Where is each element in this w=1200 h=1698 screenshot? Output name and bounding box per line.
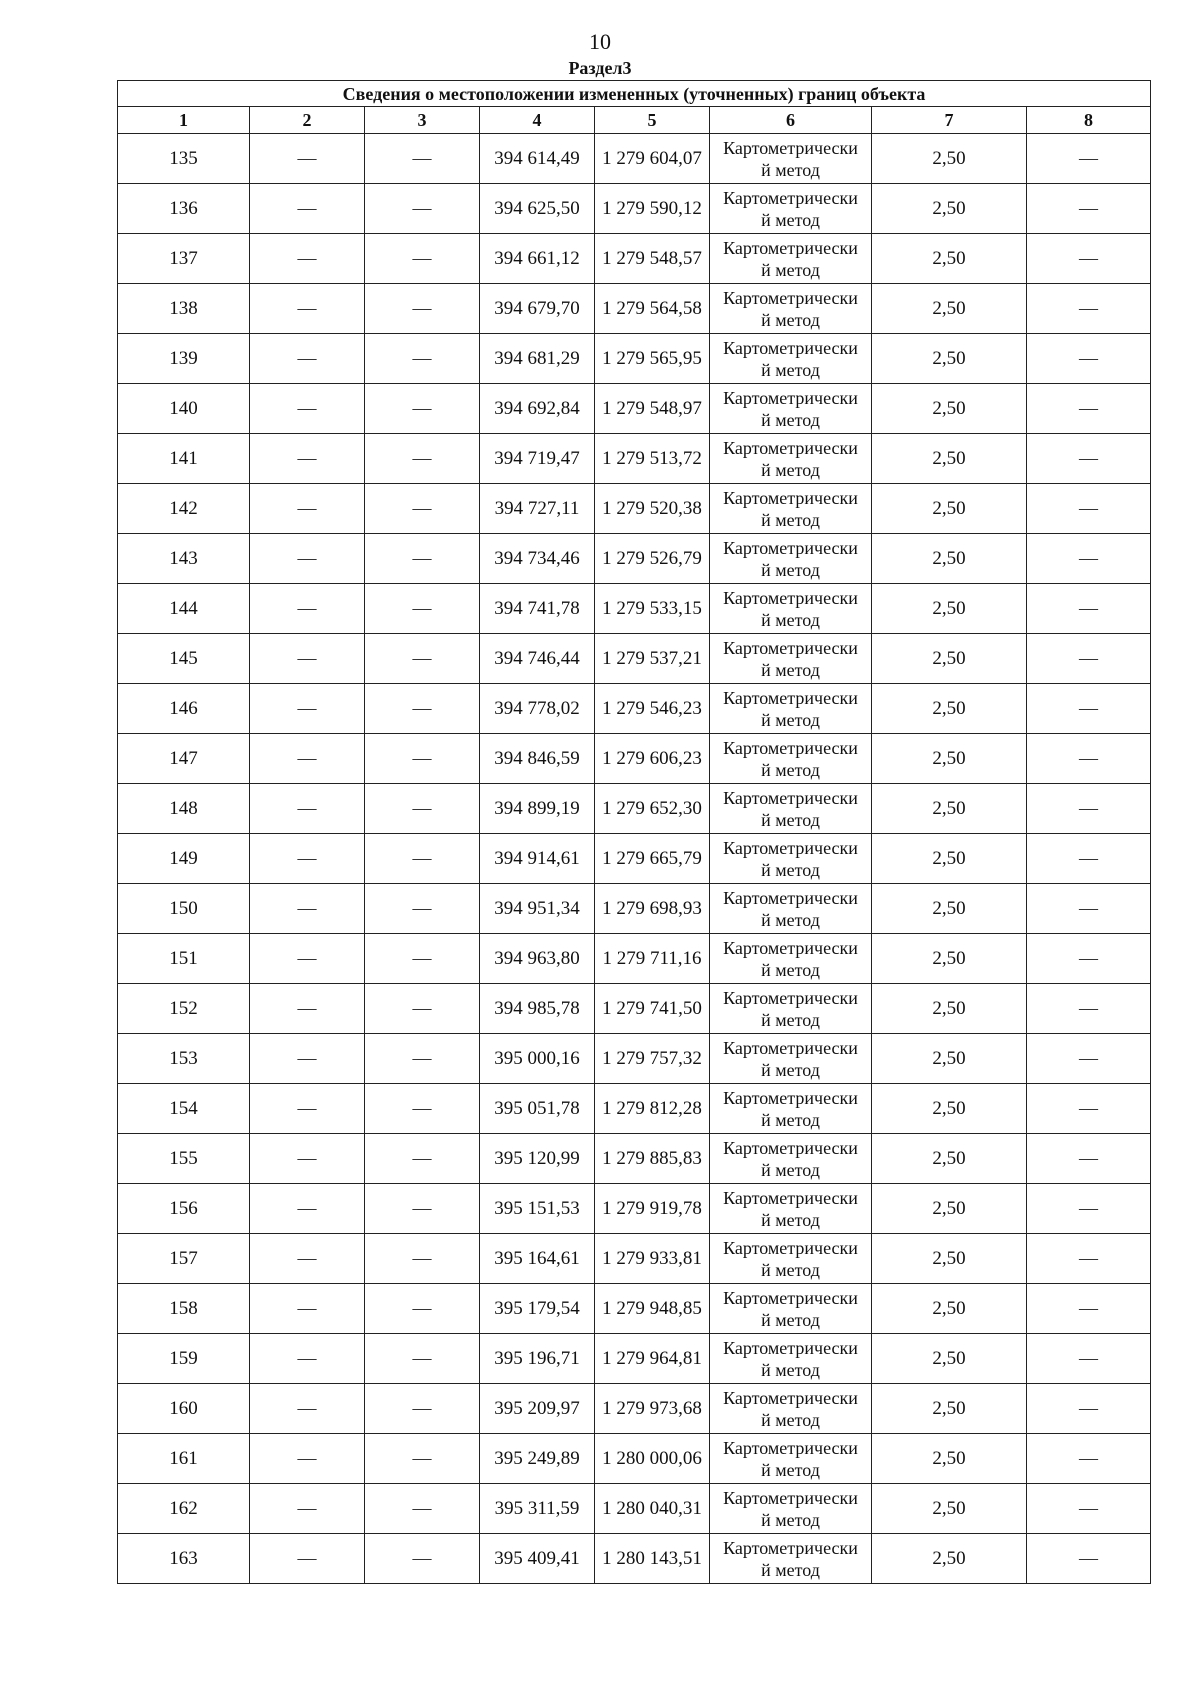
x-coordinate-cell: 395 120,99 — [480, 1134, 595, 1184]
col8-cell: — — [1027, 384, 1151, 434]
col3-cell: — — [365, 1334, 480, 1384]
col2-cell: — — [250, 984, 365, 1034]
table-row — [118, 1134, 1151, 1184]
x-coordinate-cell: 394 681,29 — [480, 334, 595, 384]
table-row — [118, 1034, 1151, 1084]
point-number-cell: 150 — [118, 884, 250, 934]
point-number-cell: 157 — [118, 1234, 250, 1284]
table-row — [118, 534, 1151, 584]
col2-cell: — — [250, 1534, 365, 1584]
method-cell: Картометрически й метод — [710, 1184, 872, 1234]
col2-cell: — — [250, 1034, 365, 1084]
x-coordinate-cell: 394 899,19 — [480, 784, 595, 834]
col2-cell: — — [250, 684, 365, 734]
point-number-cell: 161 — [118, 1434, 250, 1484]
col2-cell: — — [250, 284, 365, 334]
accuracy-cell: 2,50 — [872, 334, 1027, 384]
col3-cell: — — [365, 384, 480, 434]
column-header: 3 — [365, 107, 480, 134]
method-cell: Картометрически й метод — [710, 1484, 872, 1534]
y-coordinate-cell: 1 279 933,81 — [595, 1234, 710, 1284]
col8-cell: — — [1027, 184, 1151, 234]
y-coordinate-cell: 1 279 812,28 — [595, 1084, 710, 1134]
col2-cell: — — [250, 634, 365, 684]
x-coordinate-cell: 394 661,12 — [480, 234, 595, 284]
accuracy-cell: 2,50 — [872, 1434, 1027, 1484]
col8-cell: — — [1027, 284, 1151, 334]
table-body — [118, 134, 1151, 1584]
col8-cell: — — [1027, 1234, 1151, 1284]
accuracy-cell: 2,50 — [872, 1484, 1027, 1534]
col8-cell: — — [1027, 1034, 1151, 1084]
table-row — [118, 1434, 1151, 1484]
method-cell: Картометрически й метод — [710, 484, 872, 534]
point-number-cell: 154 — [118, 1084, 250, 1134]
table-row — [118, 634, 1151, 684]
col8-cell: — — [1027, 334, 1151, 384]
section-title: Раздел3 — [568, 58, 632, 78]
y-coordinate-cell: 1 279 513,72 — [595, 434, 710, 484]
method-cell: Картометрически й метод — [710, 934, 872, 984]
col8-cell: — — [1027, 834, 1151, 884]
point-number-cell: 136 — [118, 184, 250, 234]
accuracy-cell: 2,50 — [872, 134, 1027, 184]
y-coordinate-cell: 1 279 533,15 — [595, 584, 710, 634]
point-number-cell: 152 — [118, 984, 250, 1034]
col3-cell: — — [365, 1434, 480, 1484]
point-number-cell: 135 — [118, 134, 250, 184]
table-row — [118, 434, 1151, 484]
col3-cell: — — [365, 634, 480, 684]
col8-cell: — — [1027, 1534, 1151, 1584]
table-row — [118, 184, 1151, 234]
col2-cell: — — [250, 1184, 365, 1234]
accuracy-cell: 2,50 — [872, 1384, 1027, 1434]
col2-cell: — — [250, 434, 365, 484]
y-coordinate-cell: 1 279 698,93 — [595, 884, 710, 934]
y-coordinate-cell: 1 279 652,30 — [595, 784, 710, 834]
y-coordinate-cell: 1 279 741,50 — [595, 984, 710, 1034]
method-cell: Картометрически й метод — [710, 384, 872, 434]
point-number-cell: 142 — [118, 484, 250, 534]
y-coordinate-cell: 1 279 606,23 — [595, 734, 710, 784]
y-coordinate-cell: 1 279 919,78 — [595, 1184, 710, 1234]
column-header: 8 — [1027, 107, 1151, 134]
col8-cell: — — [1027, 534, 1151, 584]
col8-cell: — — [1027, 1334, 1151, 1384]
method-cell: Картометрически й метод — [710, 734, 872, 784]
col3-cell: — — [365, 834, 480, 884]
method-cell: Картометрически й метод — [710, 584, 872, 634]
col3-cell: — — [365, 134, 480, 184]
x-coordinate-cell: 394 625,50 — [480, 184, 595, 234]
x-coordinate-cell: 395 164,61 — [480, 1234, 595, 1284]
col3-cell: — — [365, 334, 480, 384]
col8-cell: — — [1027, 984, 1151, 1034]
col8-cell: — — [1027, 734, 1151, 784]
point-number-cell: 148 — [118, 784, 250, 834]
col3-cell: — — [365, 1384, 480, 1434]
col2-cell: — — [250, 784, 365, 834]
col2-cell: — — [250, 134, 365, 184]
table-row — [118, 884, 1151, 934]
point-number-cell: 146 — [118, 684, 250, 734]
method-cell: Картометрически й метод — [710, 834, 872, 884]
col3-cell: — — [365, 1084, 480, 1134]
accuracy-cell: 2,50 — [872, 684, 1027, 734]
y-coordinate-cell: 1 279 885,83 — [595, 1134, 710, 1184]
col3-cell: — — [365, 884, 480, 934]
column-header: 1 — [118, 107, 250, 134]
table-row — [118, 1084, 1151, 1134]
table-row — [118, 934, 1151, 984]
table-row — [118, 284, 1151, 334]
accuracy-cell: 2,50 — [872, 934, 1027, 984]
col2-cell: — — [250, 1084, 365, 1134]
point-number-cell: 162 — [118, 1484, 250, 1534]
x-coordinate-cell: 395 209,97 — [480, 1384, 595, 1434]
method-cell: Картометрически й метод — [710, 434, 872, 484]
col3-cell: — — [365, 434, 480, 484]
point-number-cell: 149 — [118, 834, 250, 884]
method-cell: Картометрически й метод — [710, 984, 872, 1034]
point-number-cell: 143 — [118, 534, 250, 584]
x-coordinate-cell: 394 719,47 — [480, 434, 595, 484]
column-header: 6 — [710, 107, 872, 134]
accuracy-cell: 2,50 — [872, 1334, 1027, 1384]
point-number-cell: 159 — [118, 1334, 250, 1384]
col8-cell: — — [1027, 484, 1151, 534]
column-header: 2 — [250, 107, 365, 134]
col8-cell: — — [1027, 1084, 1151, 1134]
accuracy-cell: 2,50 — [872, 1134, 1027, 1184]
col3-cell: — — [365, 1134, 480, 1184]
table-row — [118, 484, 1151, 534]
col3-cell: — — [365, 784, 480, 834]
accuracy-cell: 2,50 — [872, 1534, 1027, 1584]
col3-cell: — — [365, 1484, 480, 1534]
accuracy-cell: 2,50 — [872, 834, 1027, 884]
point-number-cell: 156 — [118, 1184, 250, 1234]
col3-cell: — — [365, 1034, 480, 1084]
col8-cell: — — [1027, 234, 1151, 284]
table-row — [118, 734, 1151, 784]
point-number-cell: 147 — [118, 734, 250, 784]
x-coordinate-cell: 394 741,78 — [480, 584, 595, 634]
table-row — [118, 1234, 1151, 1284]
accuracy-cell: 2,50 — [872, 384, 1027, 434]
point-number-cell: 145 — [118, 634, 250, 684]
x-coordinate-cell: 394 951,34 — [480, 884, 595, 934]
method-cell: Картометрически й метод — [710, 634, 872, 684]
table-row — [118, 834, 1151, 884]
col2-cell: — — [250, 1434, 365, 1484]
col8-cell: — — [1027, 1284, 1151, 1334]
col2-cell: — — [250, 1134, 365, 1184]
x-coordinate-cell: 394 846,59 — [480, 734, 595, 784]
col2-cell: — — [250, 1384, 365, 1434]
point-number-cell: 138 — [118, 284, 250, 334]
accuracy-cell: 2,50 — [872, 1234, 1027, 1284]
table-row — [118, 1334, 1151, 1384]
col3-cell: — — [365, 1534, 480, 1584]
col8-cell: — — [1027, 684, 1151, 734]
y-coordinate-cell: 1 279 665,79 — [595, 834, 710, 884]
y-coordinate-cell: 1 279 711,16 — [595, 934, 710, 984]
column-header: 7 — [872, 107, 1027, 134]
y-coordinate-cell: 1 280 040,31 — [595, 1484, 710, 1534]
col2-cell: — — [250, 884, 365, 934]
col8-cell: — — [1027, 1384, 1151, 1434]
method-cell: Картометрически й метод — [710, 134, 872, 184]
col3-cell: — — [365, 1184, 480, 1234]
y-coordinate-cell: 1 279 537,21 — [595, 634, 710, 684]
point-number-cell: 158 — [118, 1284, 250, 1334]
col2-cell: — — [250, 484, 365, 534]
y-coordinate-cell: 1 279 520,38 — [595, 484, 710, 534]
y-coordinate-cell: 1 279 590,12 — [595, 184, 710, 234]
y-coordinate-cell: 1 279 565,95 — [595, 334, 710, 384]
accuracy-cell: 2,50 — [872, 534, 1027, 584]
accuracy-cell: 2,50 — [872, 584, 1027, 634]
col2-cell: — — [250, 1284, 365, 1334]
column-header: 5 — [595, 107, 710, 134]
col3-cell: — — [365, 984, 480, 1034]
x-coordinate-cell: 394 985,78 — [480, 984, 595, 1034]
method-cell: Картометрически й метод — [710, 334, 872, 384]
y-coordinate-cell: 1 279 757,32 — [595, 1034, 710, 1084]
y-coordinate-cell: 1 279 964,81 — [595, 1334, 710, 1384]
accuracy-cell: 2,50 — [872, 1184, 1027, 1234]
col3-cell: — — [365, 1234, 480, 1284]
col2-cell: — — [250, 534, 365, 584]
method-cell: Картометрически й метод — [710, 1384, 872, 1434]
method-cell: Картометрически й метод — [710, 884, 872, 934]
method-cell: Картометрически й метод — [710, 1134, 872, 1184]
x-coordinate-cell: 395 179,54 — [480, 1284, 595, 1334]
col8-cell: — — [1027, 134, 1151, 184]
table-row — [118, 134, 1151, 184]
column-header: 4 — [480, 107, 595, 134]
col2-cell: — — [250, 1334, 365, 1384]
col2-cell: — — [250, 934, 365, 984]
y-coordinate-cell: 1 280 143,51 — [595, 1534, 710, 1584]
col8-cell: — — [1027, 1184, 1151, 1234]
col2-cell: — — [250, 584, 365, 634]
point-number-cell: 153 — [118, 1034, 250, 1084]
accuracy-cell: 2,50 — [872, 1034, 1027, 1084]
point-number-cell: 160 — [118, 1384, 250, 1434]
y-coordinate-cell: 1 279 564,58 — [595, 284, 710, 334]
col8-cell: — — [1027, 1134, 1151, 1184]
col3-cell: — — [365, 284, 480, 334]
method-cell: Картометрически й метод — [710, 234, 872, 284]
table-row — [118, 1534, 1151, 1584]
x-coordinate-cell: 395 196,71 — [480, 1334, 595, 1384]
col2-cell: — — [250, 834, 365, 884]
method-cell: Картометрически й метод — [710, 184, 872, 234]
method-cell: Картометрически й метод — [710, 1284, 872, 1334]
table-row — [118, 684, 1151, 734]
x-coordinate-cell: 394 614,49 — [480, 134, 595, 184]
col8-cell: — — [1027, 1484, 1151, 1534]
boundary-table — [117, 80, 1151, 1584]
accuracy-cell: 2,50 — [872, 734, 1027, 784]
col3-cell: — — [365, 1284, 480, 1334]
x-coordinate-cell: 395 249,89 — [480, 1434, 595, 1484]
table-row — [118, 1284, 1151, 1334]
y-coordinate-cell: 1 279 548,97 — [595, 384, 710, 434]
col8-cell: — — [1027, 1434, 1151, 1484]
column-header-row — [118, 107, 1151, 134]
col8-cell: — — [1027, 884, 1151, 934]
x-coordinate-cell: 394 679,70 — [480, 284, 595, 334]
table-row — [118, 1184, 1151, 1234]
table-row — [118, 384, 1151, 434]
x-coordinate-cell: 394 778,02 — [480, 684, 595, 734]
y-coordinate-cell: 1 279 548,57 — [595, 234, 710, 284]
point-number-cell: 141 — [118, 434, 250, 484]
col8-cell: — — [1027, 784, 1151, 834]
x-coordinate-cell: 394 692,84 — [480, 384, 595, 434]
method-cell: Картометрически й метод — [710, 284, 872, 334]
y-coordinate-cell: 1 279 546,23 — [595, 684, 710, 734]
col2-cell: — — [250, 334, 365, 384]
method-cell: Картометрически й метод — [710, 784, 872, 834]
table-title-row — [118, 81, 1151, 107]
accuracy-cell: 2,50 — [872, 634, 1027, 684]
point-number-cell: 155 — [118, 1134, 250, 1184]
col8-cell: — — [1027, 634, 1151, 684]
page-number: 10 — [589, 29, 611, 54]
method-cell: Картометрически й метод — [710, 1034, 872, 1084]
point-number-cell: 139 — [118, 334, 250, 384]
accuracy-cell: 2,50 — [872, 784, 1027, 834]
x-coordinate-cell: 394 727,11 — [480, 484, 595, 534]
col2-cell: — — [250, 1484, 365, 1534]
accuracy-cell: 2,50 — [872, 984, 1027, 1034]
table-row — [118, 334, 1151, 384]
method-cell: Картометрически й метод — [710, 1334, 872, 1384]
x-coordinate-cell: 394 963,80 — [480, 934, 595, 984]
x-coordinate-cell: 395 409,41 — [480, 1534, 595, 1584]
x-coordinate-cell: 394 734,46 — [480, 534, 595, 584]
method-cell: Картометрически й метод — [710, 1434, 872, 1484]
col3-cell: — — [365, 534, 480, 584]
method-cell: Картометрически й метод — [710, 1234, 872, 1284]
col8-cell: — — [1027, 934, 1151, 984]
col2-cell: — — [250, 384, 365, 434]
accuracy-cell: 2,50 — [872, 1284, 1027, 1334]
col3-cell: — — [365, 484, 480, 534]
accuracy-cell: 2,50 — [872, 884, 1027, 934]
col3-cell: — — [365, 934, 480, 984]
y-coordinate-cell: 1 279 604,07 — [595, 134, 710, 184]
table-row — [118, 784, 1151, 834]
method-cell: Картометрически й метод — [710, 534, 872, 584]
method-cell: Картометрически й метод — [710, 1534, 872, 1584]
table-title: Сведения о местоположении измененных (уточненных) границ объекта — [118, 81, 1151, 107]
table-row — [118, 984, 1151, 1034]
x-coordinate-cell: 395 151,53 — [480, 1184, 595, 1234]
col3-cell: — — [365, 584, 480, 634]
y-coordinate-cell: 1 280 000,06 — [595, 1434, 710, 1484]
table-row — [118, 234, 1151, 284]
table-row — [118, 584, 1151, 634]
col3-cell: — — [365, 234, 480, 284]
x-coordinate-cell: 394 746,44 — [480, 634, 595, 684]
col2-cell: — — [250, 734, 365, 784]
col3-cell: — — [365, 734, 480, 784]
table-row — [118, 1384, 1151, 1434]
col8-cell: — — [1027, 434, 1151, 484]
x-coordinate-cell: 394 914,61 — [480, 834, 595, 884]
col3-cell: — — [365, 684, 480, 734]
accuracy-cell: 2,50 — [872, 234, 1027, 284]
y-coordinate-cell: 1 279 526,79 — [595, 534, 710, 584]
accuracy-cell: 2,50 — [872, 1084, 1027, 1134]
table-row — [118, 1484, 1151, 1534]
x-coordinate-cell: 395 000,16 — [480, 1034, 595, 1084]
method-cell: Картометрически й метод — [710, 1084, 872, 1134]
point-number-cell: 144 — [118, 584, 250, 634]
col2-cell: — — [250, 234, 365, 284]
point-number-cell: 151 — [118, 934, 250, 984]
x-coordinate-cell: 395 311,59 — [480, 1484, 595, 1534]
accuracy-cell: 2,50 — [872, 284, 1027, 334]
point-number-cell: 137 — [118, 234, 250, 284]
y-coordinate-cell: 1 279 948,85 — [595, 1284, 710, 1334]
accuracy-cell: 2,50 — [872, 184, 1027, 234]
y-coordinate-cell: 1 279 973,68 — [595, 1384, 710, 1434]
accuracy-cell: 2,50 — [872, 434, 1027, 484]
point-number-cell: 163 — [118, 1534, 250, 1584]
x-coordinate-cell: 395 051,78 — [480, 1084, 595, 1134]
accuracy-cell: 2,50 — [872, 484, 1027, 534]
col8-cell: — — [1027, 584, 1151, 634]
col2-cell: — — [250, 184, 365, 234]
col2-cell: — — [250, 1234, 365, 1284]
col3-cell: — — [365, 184, 480, 234]
point-number-cell: 140 — [118, 384, 250, 434]
method-cell: Картометрически й метод — [710, 684, 872, 734]
